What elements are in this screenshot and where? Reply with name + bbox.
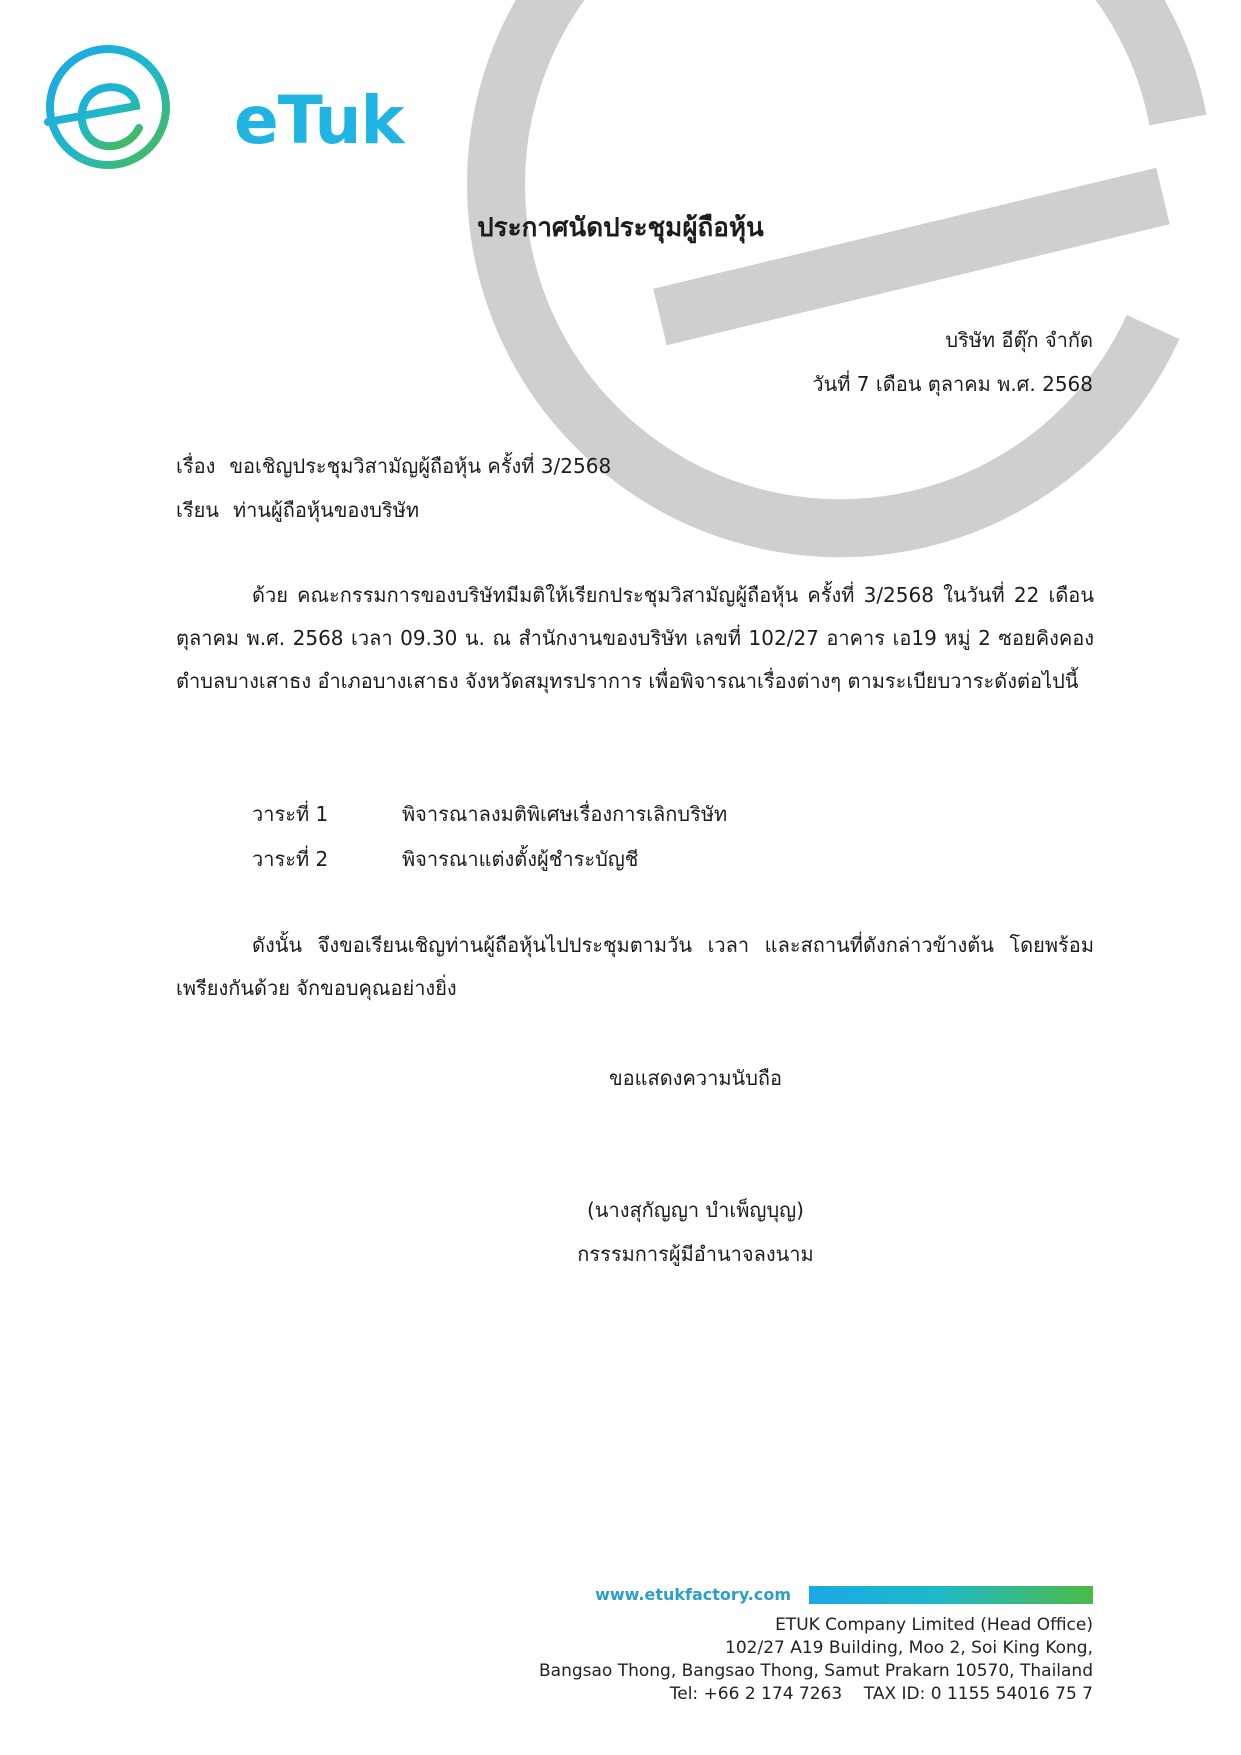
addressee-text: ท่านผู้ถือหุ้นของบริษัท [232,498,420,522]
subject-label: เรื่อง [176,454,216,478]
sender-block [812,318,1093,406]
website-link[interactable]: www.etukfactory.com [595,1585,791,1604]
agenda-text: พิจารณาแต่งตั้งผู้ชำระบัญชี [402,847,639,871]
company-name: บริษัท อีตุ๊ก จำกัด [945,328,1093,352]
agenda-text: พิจารณาลงมติพิเศษเรื่องการเลิกบริษัท [402,802,728,826]
footer-address-1: 102/27 A19 Building, Moo 2, Soi King Kong, [725,1638,1093,1658]
footer-contact: Tel: +66 2 174 7263 TAX ID: 0 1155 54016 75 7 [669,1684,1093,1704]
footer [453,1583,1093,1706]
company-logo [44,40,404,175]
agenda-item [252,792,727,837]
document-title: ประกาศนัดประชุมผู้ถือหุ้น [477,213,764,243]
footer-gradient-bar [809,1586,1093,1604]
logo-wordmark: eTuk [234,82,404,159]
footer-web-row [453,1583,1093,1606]
addressee-line [176,488,611,532]
signatory-name: (นางสุกัญญา บำเพ็ญบุญ) [587,1198,804,1222]
body-paragraph-2: ดังนั้น จึงขอเรียนเชิญท่านผู้ถือหุ้นไปประชุมตามวัน เวลา และสถานที่ดังกล่าวข้างต้น โดยพร้อมเพรียงกันด้วย จักขอบคุณอย่างยิ่ง [176,933,1094,1000]
body-paragraph-1: ด้วย คณะกรรมการของบริษัทมีมติให้เรียกประชุมวิสามัญผู้ถือหุ้น ครั้งที่ 3/2568 ในวันที่ 22 เดือน ตุลาคม พ.ศ. 2568 เวลา 09.30 น. ณ สำนักงานของบริษัท เลขที่ 102/27 อาคาร เอ19 หมู่ 2 ซอยคิงคอง ตำบลบางเสาธง อำเภอบางเสาธง จังหวัดสมุทรปราการ เพื่อพิจารณาเรื่องต่างๆ ตามระเบียบวาระดังต่อไปนี้ [176,583,1094,693]
closing-salutation: ขอแสดงความนับถือ [608,1066,783,1090]
footer-address-2: Bangsao Thong, Bangsao Thong, Samut Prakarn 10570, Thailand [538,1661,1093,1681]
subject-text: ขอเชิญประชุมวิสามัญผู้ถือหุ้น ครั้งที่ 3/2568 [229,454,612,478]
agenda-item [252,837,727,882]
agenda-number: วาระที่ 1 [252,802,329,826]
subject-block [176,444,611,532]
etuk-e-icon [44,40,184,175]
agenda-list [252,792,727,882]
footer-company: ETUK Company Limited (Head Office) [775,1615,1093,1635]
signature-block [0,1188,1241,1276]
subject-line [176,444,611,488]
agenda-number: วาระที่ 2 [252,847,329,871]
addressee-label: เรียน [176,498,219,522]
signatory-title: กรรรมการผู้มีอำนาจลงนาม [577,1242,814,1266]
document-date: วันที่ 7 เดือน ตุลาคม พ.ศ. 2568 [812,372,1093,396]
